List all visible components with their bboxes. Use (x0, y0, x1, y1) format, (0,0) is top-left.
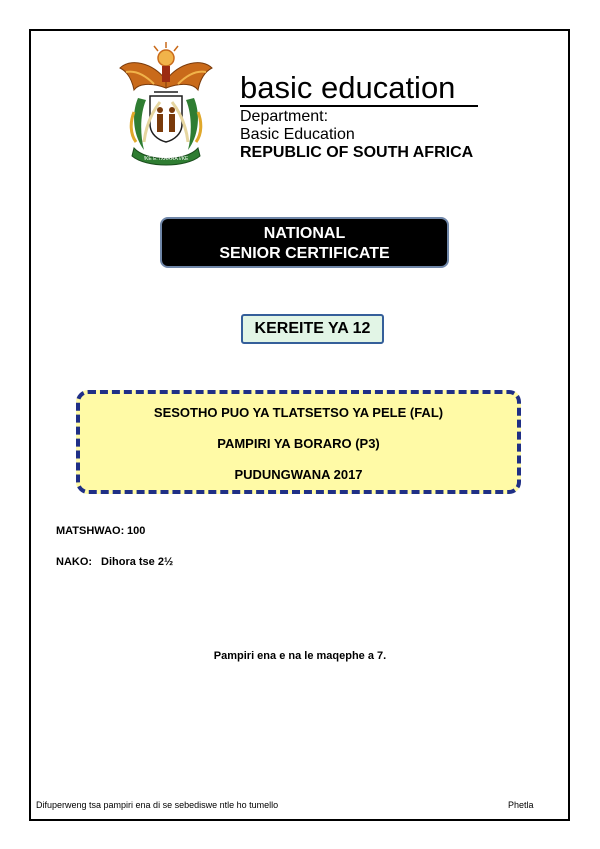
subject-title: SESOTHO PUO YA TLATSETSO YA PELE (FAL) (153, 405, 444, 420)
paper-number: PAMPIRI YA BORARO (P3) (217, 436, 380, 451)
coat-of-arms-icon (116, 42, 216, 168)
exam-title-line1: NATIONAL (263, 225, 346, 242)
grade-label: KEREITE YA 12 (241, 314, 384, 344)
crest-motto: !KE E: /XARRA //KE (143, 156, 189, 162)
marks-label: MATSHWAO: (56, 525, 125, 537)
subject-box (76, 390, 521, 494)
marks-value: 100 (127, 525, 146, 537)
country-name: REPUBLIC OF SOUTH AFRICA (240, 144, 474, 161)
time-value: Dihora tse 2½ (101, 556, 174, 568)
department-name: basic education (240, 70, 456, 105)
page-count-note: Pampiri ena e na le maqephe a 7. (213, 650, 387, 662)
department-subname: Basic Education (240, 126, 355, 143)
turn-over-note: Phetla (508, 800, 534, 810)
department-label: Department: (240, 108, 329, 125)
time-label: NAKO: (56, 556, 93, 568)
exam-title-box (160, 217, 449, 268)
exam-title-line2: SENIOR CERTIFICATE (219, 245, 390, 262)
header-rule (240, 105, 478, 107)
copyright-notice: Difuperweng tsa pampiri ena di se sebediswe ntle ho tumello (36, 800, 279, 810)
exam-session: PUDUNGWANA 2017 (234, 467, 363, 482)
